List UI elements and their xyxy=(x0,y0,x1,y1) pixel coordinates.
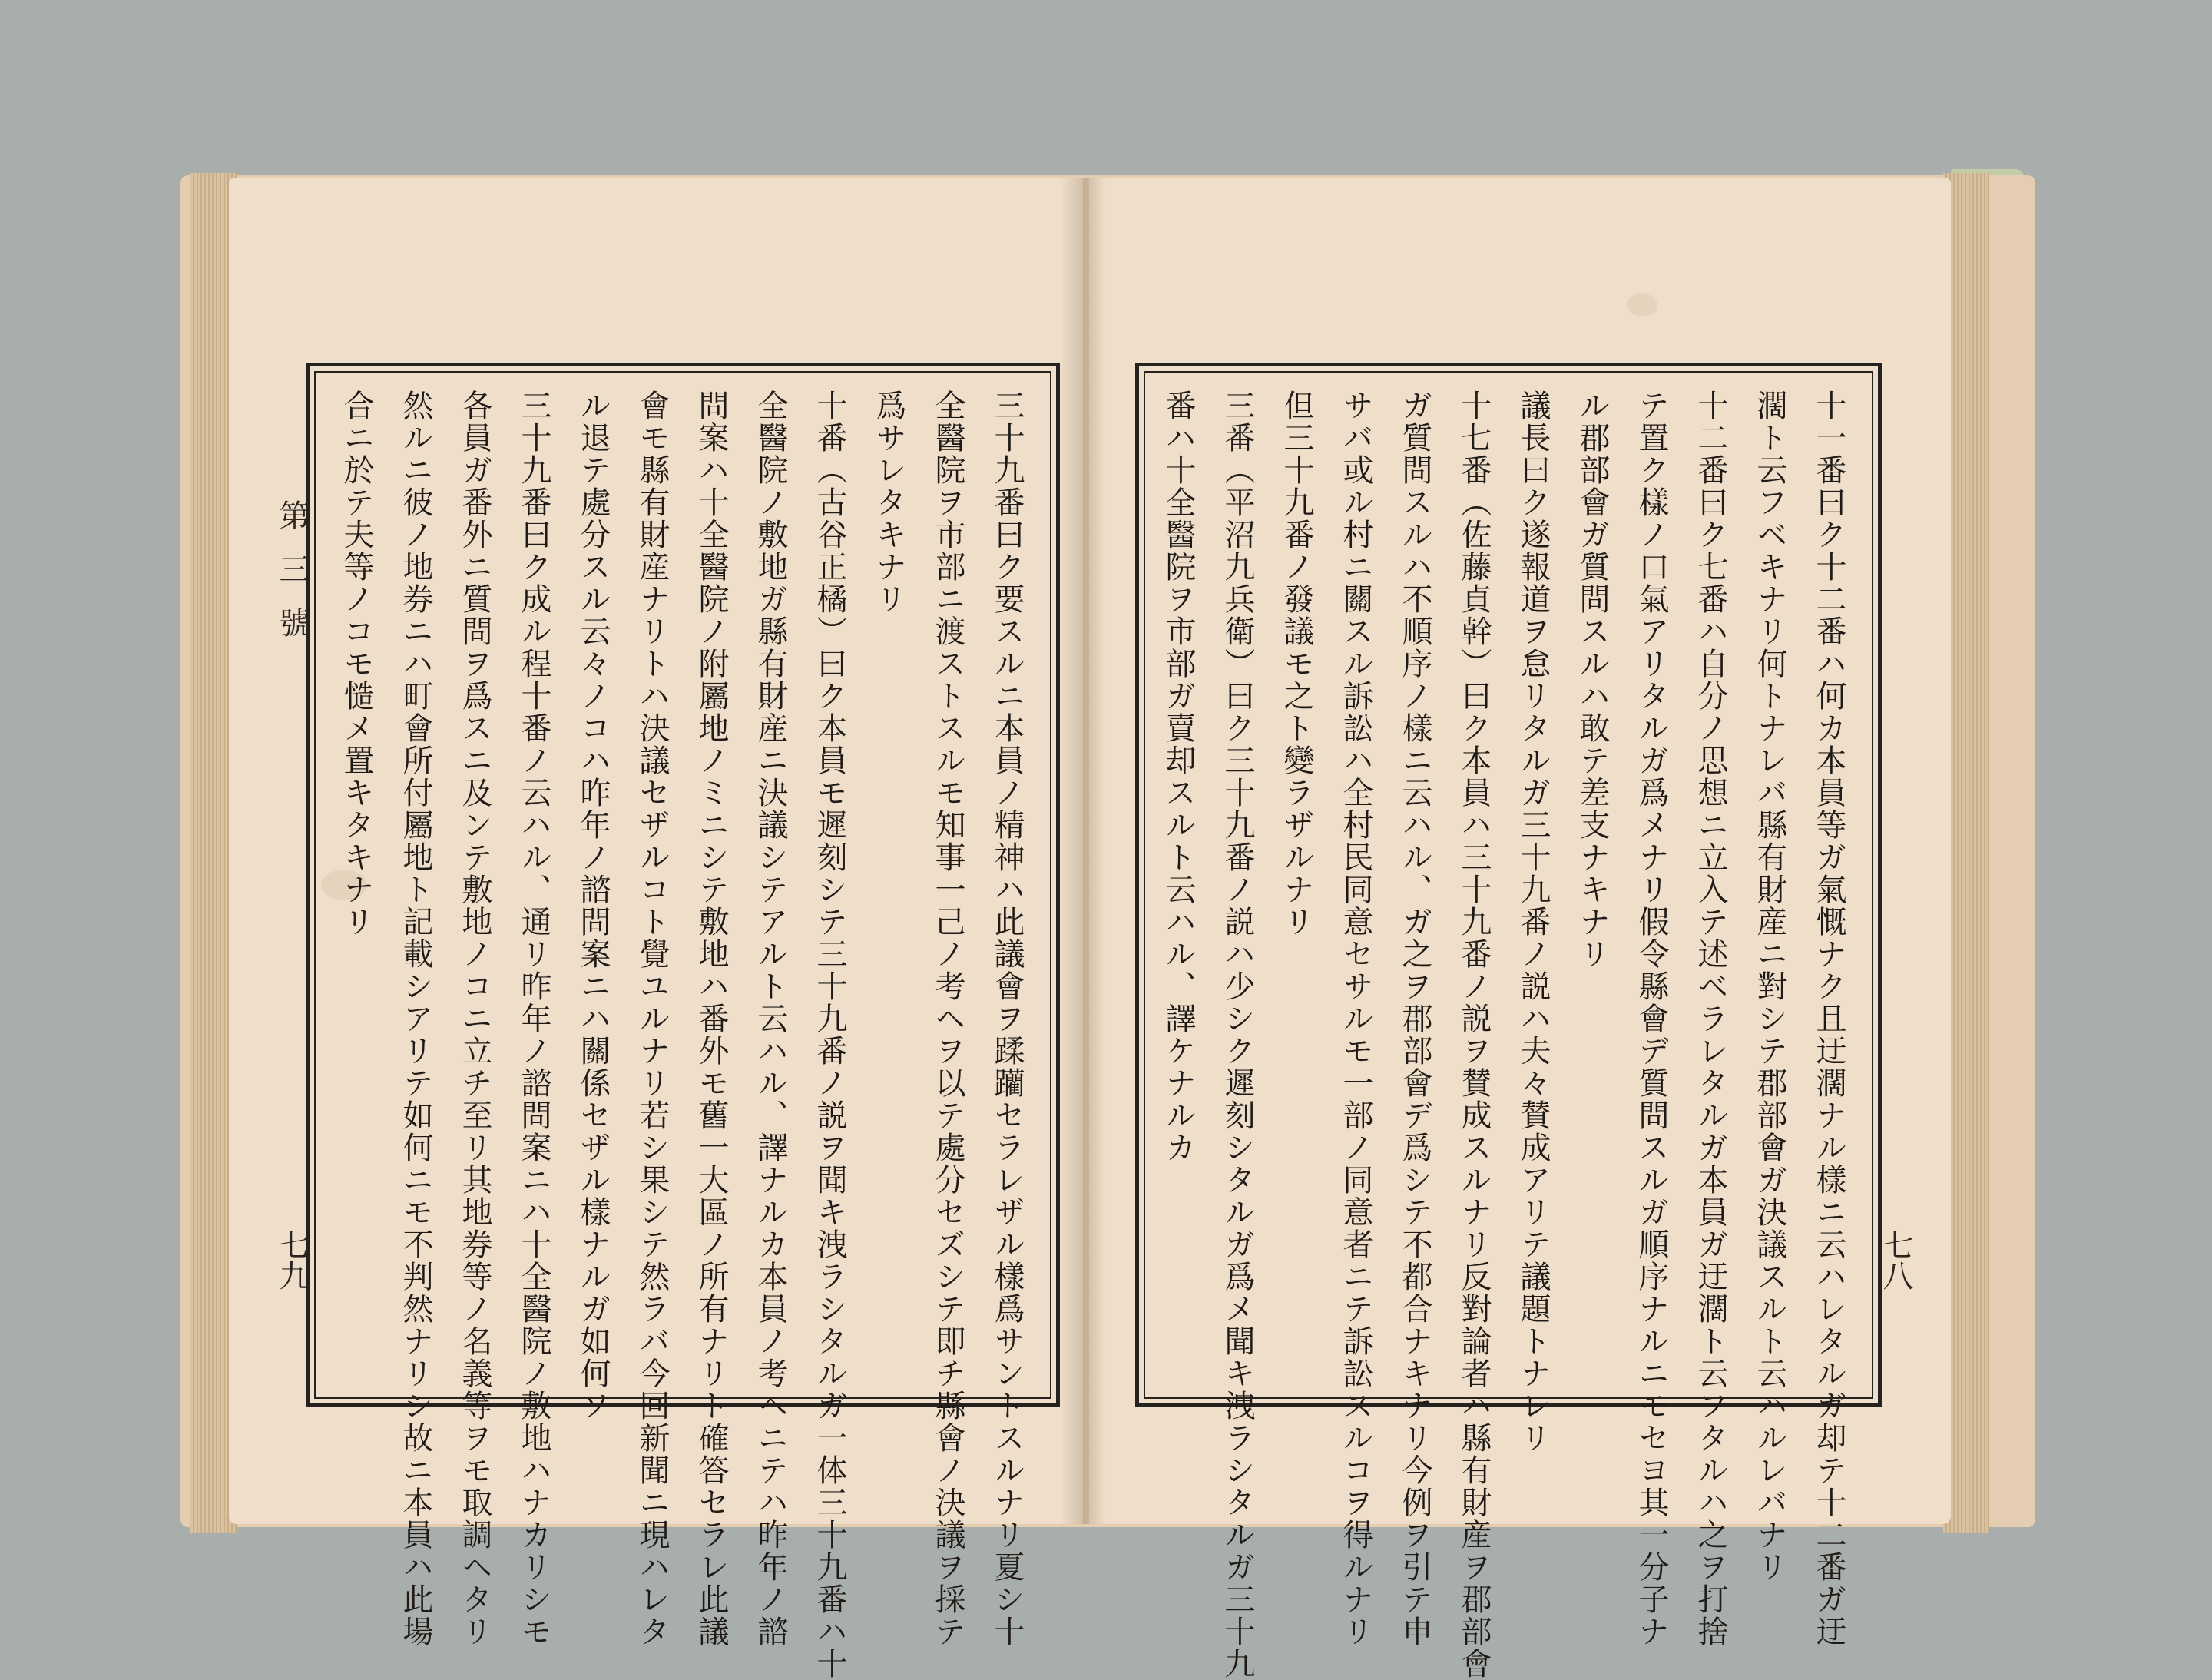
text-column: 十七番（佐藤貞幹）曰ク本員ハ三十九番ノ説ヲ賛成スルナリ反對論者ハ縣有財産ヲ郡部會 xyxy=(1456,389,1492,1680)
text-column: 十番（古谷正橘）曰ク本員モ遲刻シテ三十九番ノ説ヲ聞キ洩ラシタルガ一体三十九番ハ十 xyxy=(812,389,847,1680)
text-column: ル郡部會ガ質問スルハ敢テ差支ナキナリ xyxy=(1575,389,1610,970)
text-column: ル退テ處分スル云々ノコハ昨年ノ諮問案ニハ關係セザル樣ナルガ如何ソ xyxy=(575,389,611,1422)
text-column: 濶ト云フベキナリ何トナレバ縣有財産ニ對シテ郡部會ガ決議スルト云ハルレバナリ xyxy=(1752,389,1787,1583)
text-column: 議長曰ク遂報道ヲ怠リタルガ三十九番ノ説ハ夫々賛成アリテ議題トナレリ xyxy=(1515,389,1551,1454)
text-column: 全醫院ヲ市部ニ渡ストスルモ知事一己ノ考ヘヲ以テ處分セズシテ即チ縣會ノ決議ヲ採テ xyxy=(930,389,965,1648)
text-column: 十一番曰ク十二番ハ何カ本員等ガ氣慨ナク且迂濶ナル樣ニ云ハレタルガ却テ十二番ガ迂 xyxy=(1811,389,1846,1648)
text-column: 各員ガ番外ニ質問ヲ爲スニ及ンテ敷地ノコニ立チ至リ其地券等ノ名義等ヲモ取調ヘタリ xyxy=(457,389,492,1648)
text-column: 三番（平沼九兵衛）曰ク三十九番ノ説ハ少シク遲刻シタルガ爲メ聞キ洩ラシタルガ三十九 xyxy=(1220,389,1255,1680)
text-column: サバ或ル村ニ關スル訴訟ハ全村民同意セサルモ一部ノ同意者ニテ訴訟スルコヲ得ルナリ xyxy=(1338,389,1373,1648)
right-page-number: 七八 xyxy=(1878,1229,1913,1291)
text-column: 問案ハ十全醫院ノ附屬地ノミニシテ敷地ハ番外モ舊一大區ノ所有ナリト確答セラレ此議 xyxy=(694,389,729,1648)
left-text-frame xyxy=(306,363,1060,1680)
text-column: テ置ク樣ノ口氣アリタルガ爲メナリ假令縣會デ質問スルガ順序ナルニモセヨ其一分子ナ xyxy=(1634,389,1669,1648)
left-text-body xyxy=(326,389,1036,1680)
text-column: 合ニ於テ夫等ノコモ慥メ置キタキナリ xyxy=(339,389,374,938)
right-text-frame xyxy=(1135,363,1882,1680)
text-column: 全醫院ノ敷地ガ縣有財産ニ決議シテアルト云ハル、譯ナルカ本員ノ考ヘニテハ昨年ノ諮 xyxy=(753,389,788,1648)
text-column: 三十九番曰ク要スルニ本員ノ精神ハ此議會ヲ蹂躪セラレザル樣爲サントスルナリ夏シ十 xyxy=(989,389,1025,1648)
text-column: 然ルニ彼ノ地券ニハ町會所付屬地ト記載シアリテ如何ニモ不判然ナリシ故ニ本員ハ此場 xyxy=(398,389,433,1648)
issue-header: 第三號 xyxy=(274,499,310,661)
right-text-body xyxy=(1148,389,1858,1680)
text-column: 三十九番曰ク成ル程十番ノ云ハル、通リ昨年ノ諮問案ニハ十全醫院ノ敷地ハナカリシモ xyxy=(516,389,551,1648)
text-column: 十二番曰ク七番ハ自分ノ思想ニ立入テ述ベラレタルガ本員ガ迂濶ト云フタルハ之ヲ打捨 xyxy=(1693,389,1728,1648)
paper-stain xyxy=(1627,293,1657,316)
text-column: 但三十九番ノ發議モ之ト變ラザルナリ xyxy=(1279,389,1314,938)
text-column: ガ質問スルハ不順序ノ樣ニ云ハル、ガ之ヲ郡部會デ爲シテ不都合ナキナリ今例ヲ引テ申 xyxy=(1397,389,1432,1648)
book-gutter xyxy=(1060,178,1106,1524)
text-column: 會モ縣有財産ナリトハ決議セザルコト覺ユルナリ若シ果シテ然ラバ今回新聞ニ現ハレタ xyxy=(634,389,670,1648)
text-column: 爲サレタキナリ xyxy=(871,389,906,615)
text-column: 番ハ十全醫院ヲ市部ガ賣却スルト云ハル、譯ケナルカ xyxy=(1161,389,1196,1164)
left-page-number: 七九 xyxy=(274,1229,310,1291)
